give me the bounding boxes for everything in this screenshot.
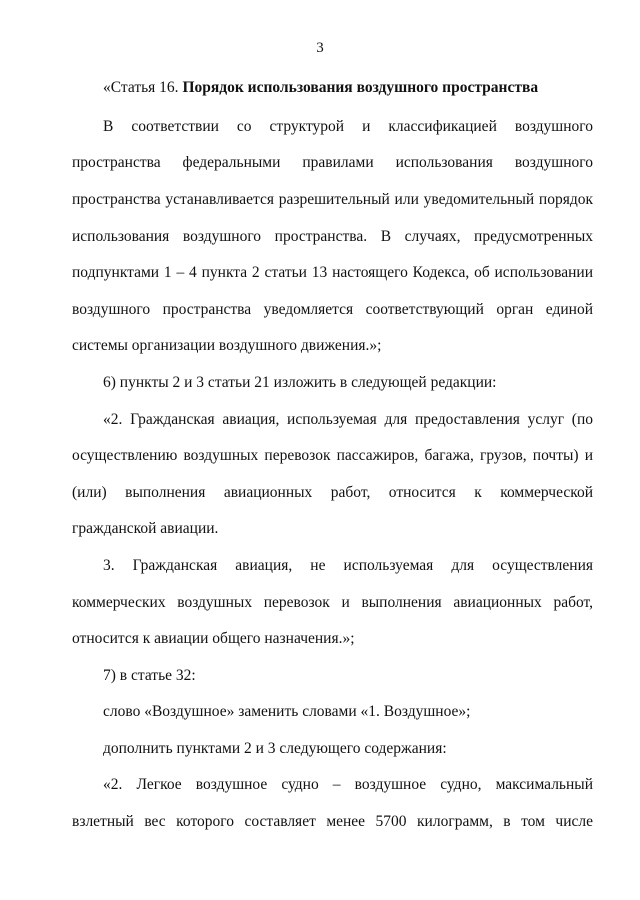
paragraph-line: «2. Гражданская авиация, используемая для предоставления услуг (по <box>103 411 593 428</box>
paragraph-line: слово «Воздушное» заменить словами «1. Воздушное»; <box>103 703 471 720</box>
paragraph-line: коммерческих воздушных перевозок и выполнения авиационных работ, <box>72 594 593 611</box>
paragraph-line: В соответствии со структурой и классификацией воздушного <box>103 118 593 135</box>
paragraph-line: использования воздушного пространства. В случаях, предусмотренных <box>72 228 593 245</box>
paragraph-line: дополнить пунктами 2 и 3 следующего содержания: <box>103 740 447 757</box>
page-number: 3 <box>316 40 324 56</box>
paragraph-line: пространства устанавливается разрешительный или уведомительный порядок <box>72 191 593 208</box>
article-heading <box>103 78 593 98</box>
paragraph-line: системы организации воздушного движения.»; <box>72 337 382 354</box>
paragraph-line: пространства федеральными правилами использования воздушного <box>72 154 593 171</box>
paragraph-line: 7) в статье 32: <box>103 667 196 684</box>
article-heading-prefix: «Статья 16. <box>103 79 183 96</box>
paragraph-line: воздушного пространства уведомляется соответствующий орган единой <box>72 301 593 318</box>
paragraph-line: (или) выполнения авиационных работ, относится к коммерческой <box>72 484 593 501</box>
paragraph-line: осуществлению воздушных перевозок пассажиров, багажа, грузов, почты) и <box>72 447 593 464</box>
paragraph-line: взлетный вес которого составляет менее 5700 килограмм, в том числе <box>72 813 593 830</box>
paragraph-line: гражданской авиации. <box>72 520 219 537</box>
article-heading-title: Порядок использования воздушного пространства <box>182 79 539 96</box>
paragraph-line: «2. Легкое воздушное судно – воздушное судно, максимальный <box>103 776 593 793</box>
paragraph-line: подпунктами 1 – 4 пункта 2 статьи 13 настоящего Кодекса, об использовании <box>72 264 593 281</box>
paragraph-line: относится к авиации общего назначения.»; <box>72 630 355 647</box>
paragraph-line: 3. Гражданская авиация, не используемая для осуществления <box>103 557 593 574</box>
paragraph-line: 6) пункты 2 и 3 статьи 21 изложить в следующей редакции: <box>103 374 497 391</box>
